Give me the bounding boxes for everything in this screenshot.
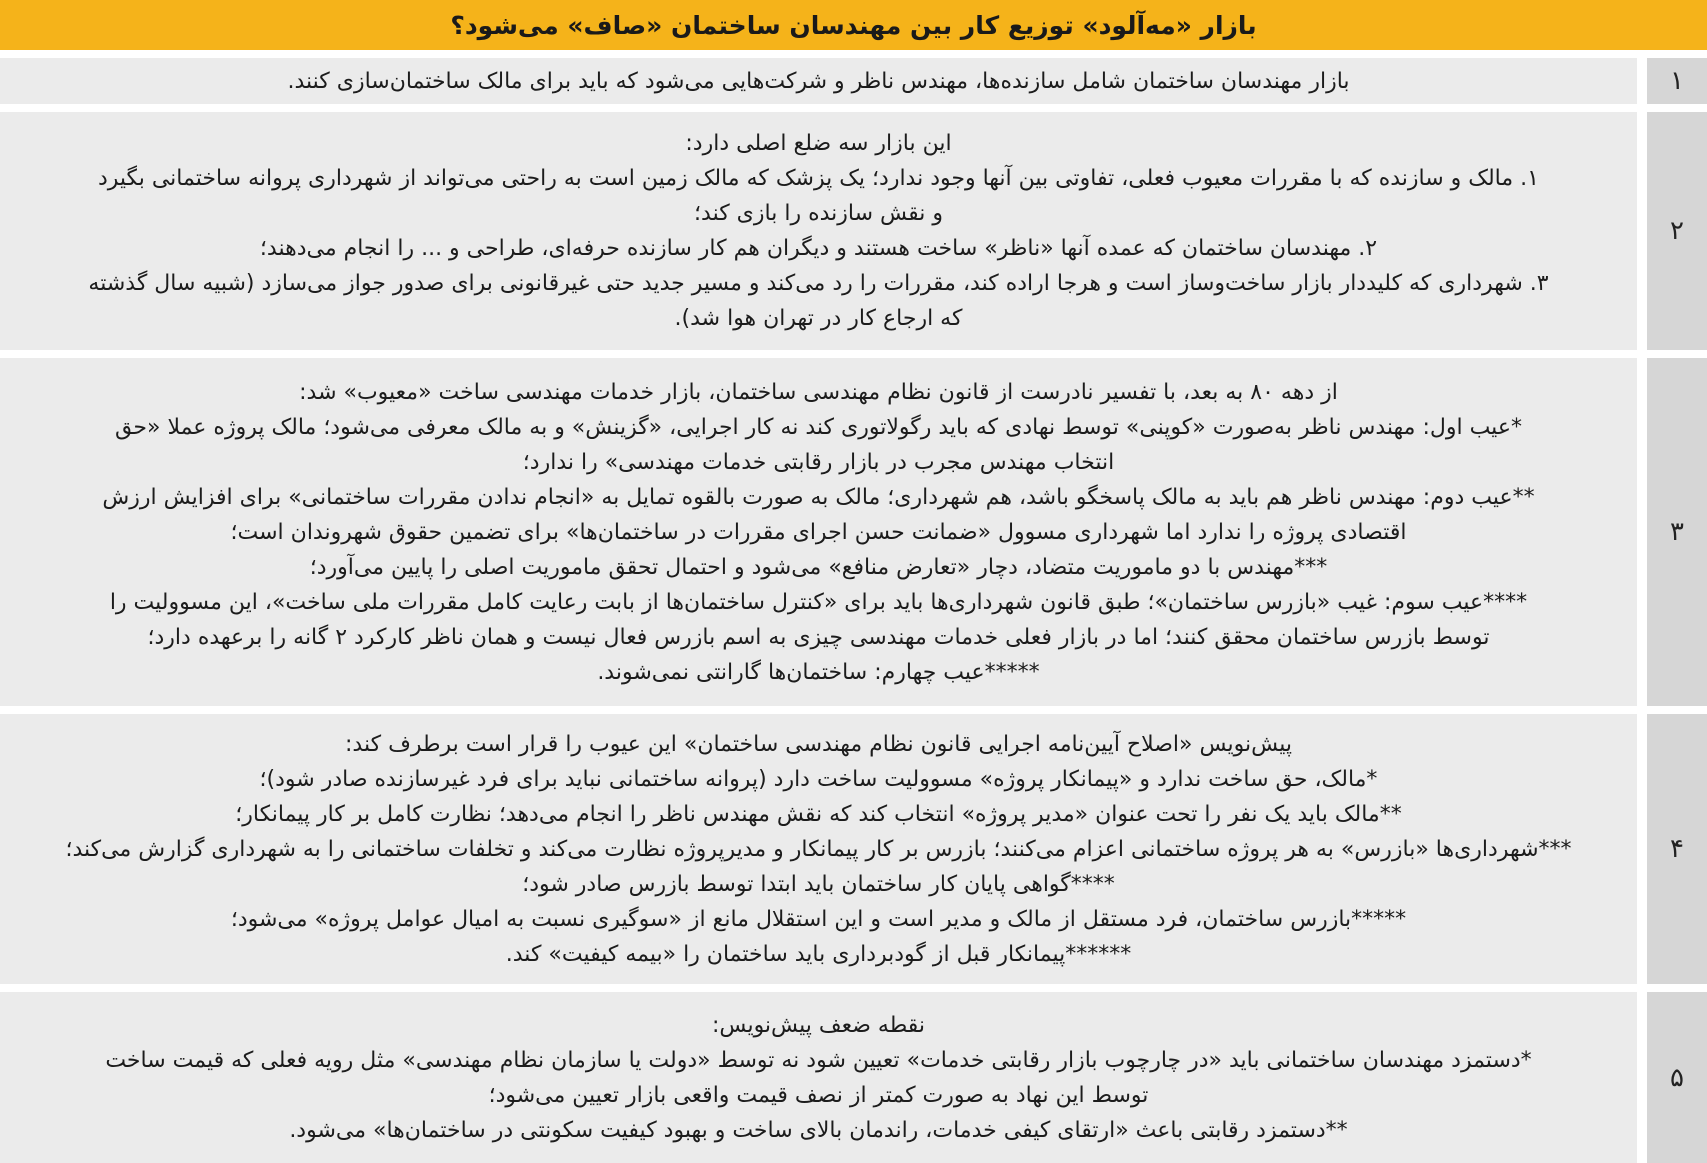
row-number: ۴: [1647, 714, 1707, 984]
row-line: *دستمزد مهندسان ساختمانی باید «در چارچوب بازار رقابتی خدمات» تعیین شود نه توسط «دولت یا سازمان نظام مهندسی» مثل رویه فعلی که قیمت ساخت: [105, 1047, 1532, 1073]
row-line: *عیب اول: مهندس ناظر به‌صورت «کوپنی» توسط نهادی که باید رگولاتوری کند نه کار اجرایی، «گزینش» و به مالک معرفی می‌شود؛ مالک پروژه عملا «حق: [115, 414, 1522, 440]
row-line: توسط این نهاد به صورت کمتر از نصف قیمت واقعی بازار تعیین می‌شود؛: [488, 1082, 1149, 1108]
row-line: از دهه ۸۰ به بعد، با تفسیر نادرست از قانون نظام مهندسی ساختمان، بازار خدمات مهندسی ساخت «معیوب» شد:: [299, 379, 1338, 405]
row-line: ***مهندس با دو ماموریت متضاد، دچار «تعارض منافع» می‌شود و احتمال تحقق ماموریت اصلی را پایین می‌آورد؛: [309, 554, 1328, 580]
row-content: [0, 58, 1637, 104]
row-4: [0, 714, 1707, 984]
title-text: بازار «مه‌آلود» توزیع کار بین مهندسان ساختمان «صاف» می‌شود؟: [450, 10, 1257, 40]
row-line: ****عیب سوم: غیب «بازرس ساختمان»؛ طبق قانون شهرداری‌ها باید برای «کنترل ساختمان‌ها از بابت رعایت کامل مقررات ملی ساخت»، این مسوولیت را: [109, 589, 1528, 615]
row-line: نقطه ضعف پیش‌نویس:: [711, 1012, 926, 1038]
row-3: [0, 358, 1707, 706]
row-5: [0, 992, 1707, 1163]
row-content: [0, 112, 1637, 350]
row-content: [0, 358, 1637, 706]
row-line: ****گواهی پایان کار ساختمان باید ابتدا توسط بازرس صادر شود؛: [522, 871, 1115, 897]
row-line: **مالک باید یک نفر را تحت عنوان «مدیر پروژه» انتخاب کند که نقش مهندس ناظر را انجام می‌دهد؛ نظارت کامل بر کار پیمانکار؛: [235, 801, 1402, 827]
row-content: [0, 992, 1637, 1163]
row-line: ۲. مهندسان ساختمان که عمده آنها «ناظر» ساخت هستند و دیگران هم کار سازنده حرفه‌ای، طراحی و ... را انجام می‌دهند؛: [259, 236, 1378, 261]
row-number: ۵: [1647, 992, 1707, 1163]
row-line: ***شهرداری‌ها «بازرس» به هر پروژه ساختمانی اعزام می‌کنند؛ بازرس بر کار پیمانکار و مدیرپروژه نظارت می‌کند و تخلفات ساختمانی را به شهرداری گزارش می‌کند؛: [65, 836, 1572, 862]
row-2: [0, 112, 1707, 350]
row-line: انتخاب مهندس مجرب در بازار رقابتی خدمات مهندسی» را ندارد؛: [522, 449, 1115, 475]
row-number: ۲: [1647, 112, 1707, 350]
row-line: ۳. شهرداری که کلیددار بازار ساخت‌وساز است و هرجا اراده کند، مقررات را رد می‌کند و مسیر جدید حتی غیرقانونی برای صدور جواز می‌سازد (شبیه سال گذشته: [88, 271, 1549, 296]
row-line: بازار مهندسان ساختمان شامل سازنده‌ها، مهندس ناظر و شرکت‌هایی می‌شود که باید برای مالک ساختمان‌سازی کنند.: [287, 68, 1350, 94]
row-line: **عیب دوم: مهندس ناظر هم باید به مالک پاسخگو باشد، هم شهرداری؛ مالک به صورت بالقوه تمایل به «انجام ندادن مقررات ساختمانی» برای افزایش ارزش: [102, 484, 1535, 510]
row-line: ۱. مالک و سازنده که با مقررات معیوب فعلی، تفاوتی بین آنها وجود ندارد؛ یک پزشک که مالک زمین است به راحتی می‌تواند از شهرداری پروانه ساختمانی بگیرد: [97, 166, 1539, 191]
row-number: ۳: [1647, 358, 1707, 706]
row-number: ۱: [1647, 58, 1707, 104]
row-line: که ارجاع کار در تهران هوا شد).: [674, 306, 963, 331]
row-line: **دستمزد رقابتی باعث «ارتقای کیفی خدمات، راندمان بالای ساخت و بهبود کیفیت سکونتی در ساختمان‌ها» می‌شود.: [289, 1117, 1348, 1143]
row-1: [0, 58, 1707, 104]
row-line: پیش‌نویس «اصلاح آیین‌نامه اجرایی قانون نظام مهندسی ساختمان» این عیوب را قرار است برطرف کند:: [345, 731, 1292, 757]
row-line: اقتصادی پروژه را ندارد اما شهرداری مسوول «ضمانت حسن اجرای مقررات در ساختمان‌ها» برای تضمین حقوق شهروندان است؛: [230, 519, 1407, 545]
row-line: توسط بازرس ساختمان محقق کنند؛ اما در بازار فعلی خدمات مهندسی چیزی به اسم بازرس فعال نیست و همان ناظر کارکرد ۲ گانه را برعهده دارد؛: [147, 624, 1490, 650]
row-line: *مالک، حق ساخت ندارد و «پیمانکار پروژه» مسوولیت ساخت دارد (پروانه ساختمانی نباید برای فرد غیرسازنده صادر شود)؛: [259, 766, 1378, 792]
row-line: *****بازرس ساختمان، فرد مستقل از مالک و مدیر است و این استقلال مانع از «سوگیری نسبت به امیال عوامل پروژه» می‌شود؛: [230, 906, 1407, 932]
row-line: این بازار سه ضلع اصلی دارد:: [685, 131, 952, 156]
row-line: و نقش سازنده را بازی کند؛: [694, 201, 943, 226]
infographic-title: [0, 0, 1707, 50]
row-line: *****عیب چهارم: ساختمان‌ها گارانتی نمی‌شوند.: [597, 659, 1040, 685]
row-content: [0, 714, 1637, 984]
row-line: ******پیمانکار قبل از گودبرداری باید ساختمان را «بیمه کیفیت» کند.: [505, 941, 1132, 967]
